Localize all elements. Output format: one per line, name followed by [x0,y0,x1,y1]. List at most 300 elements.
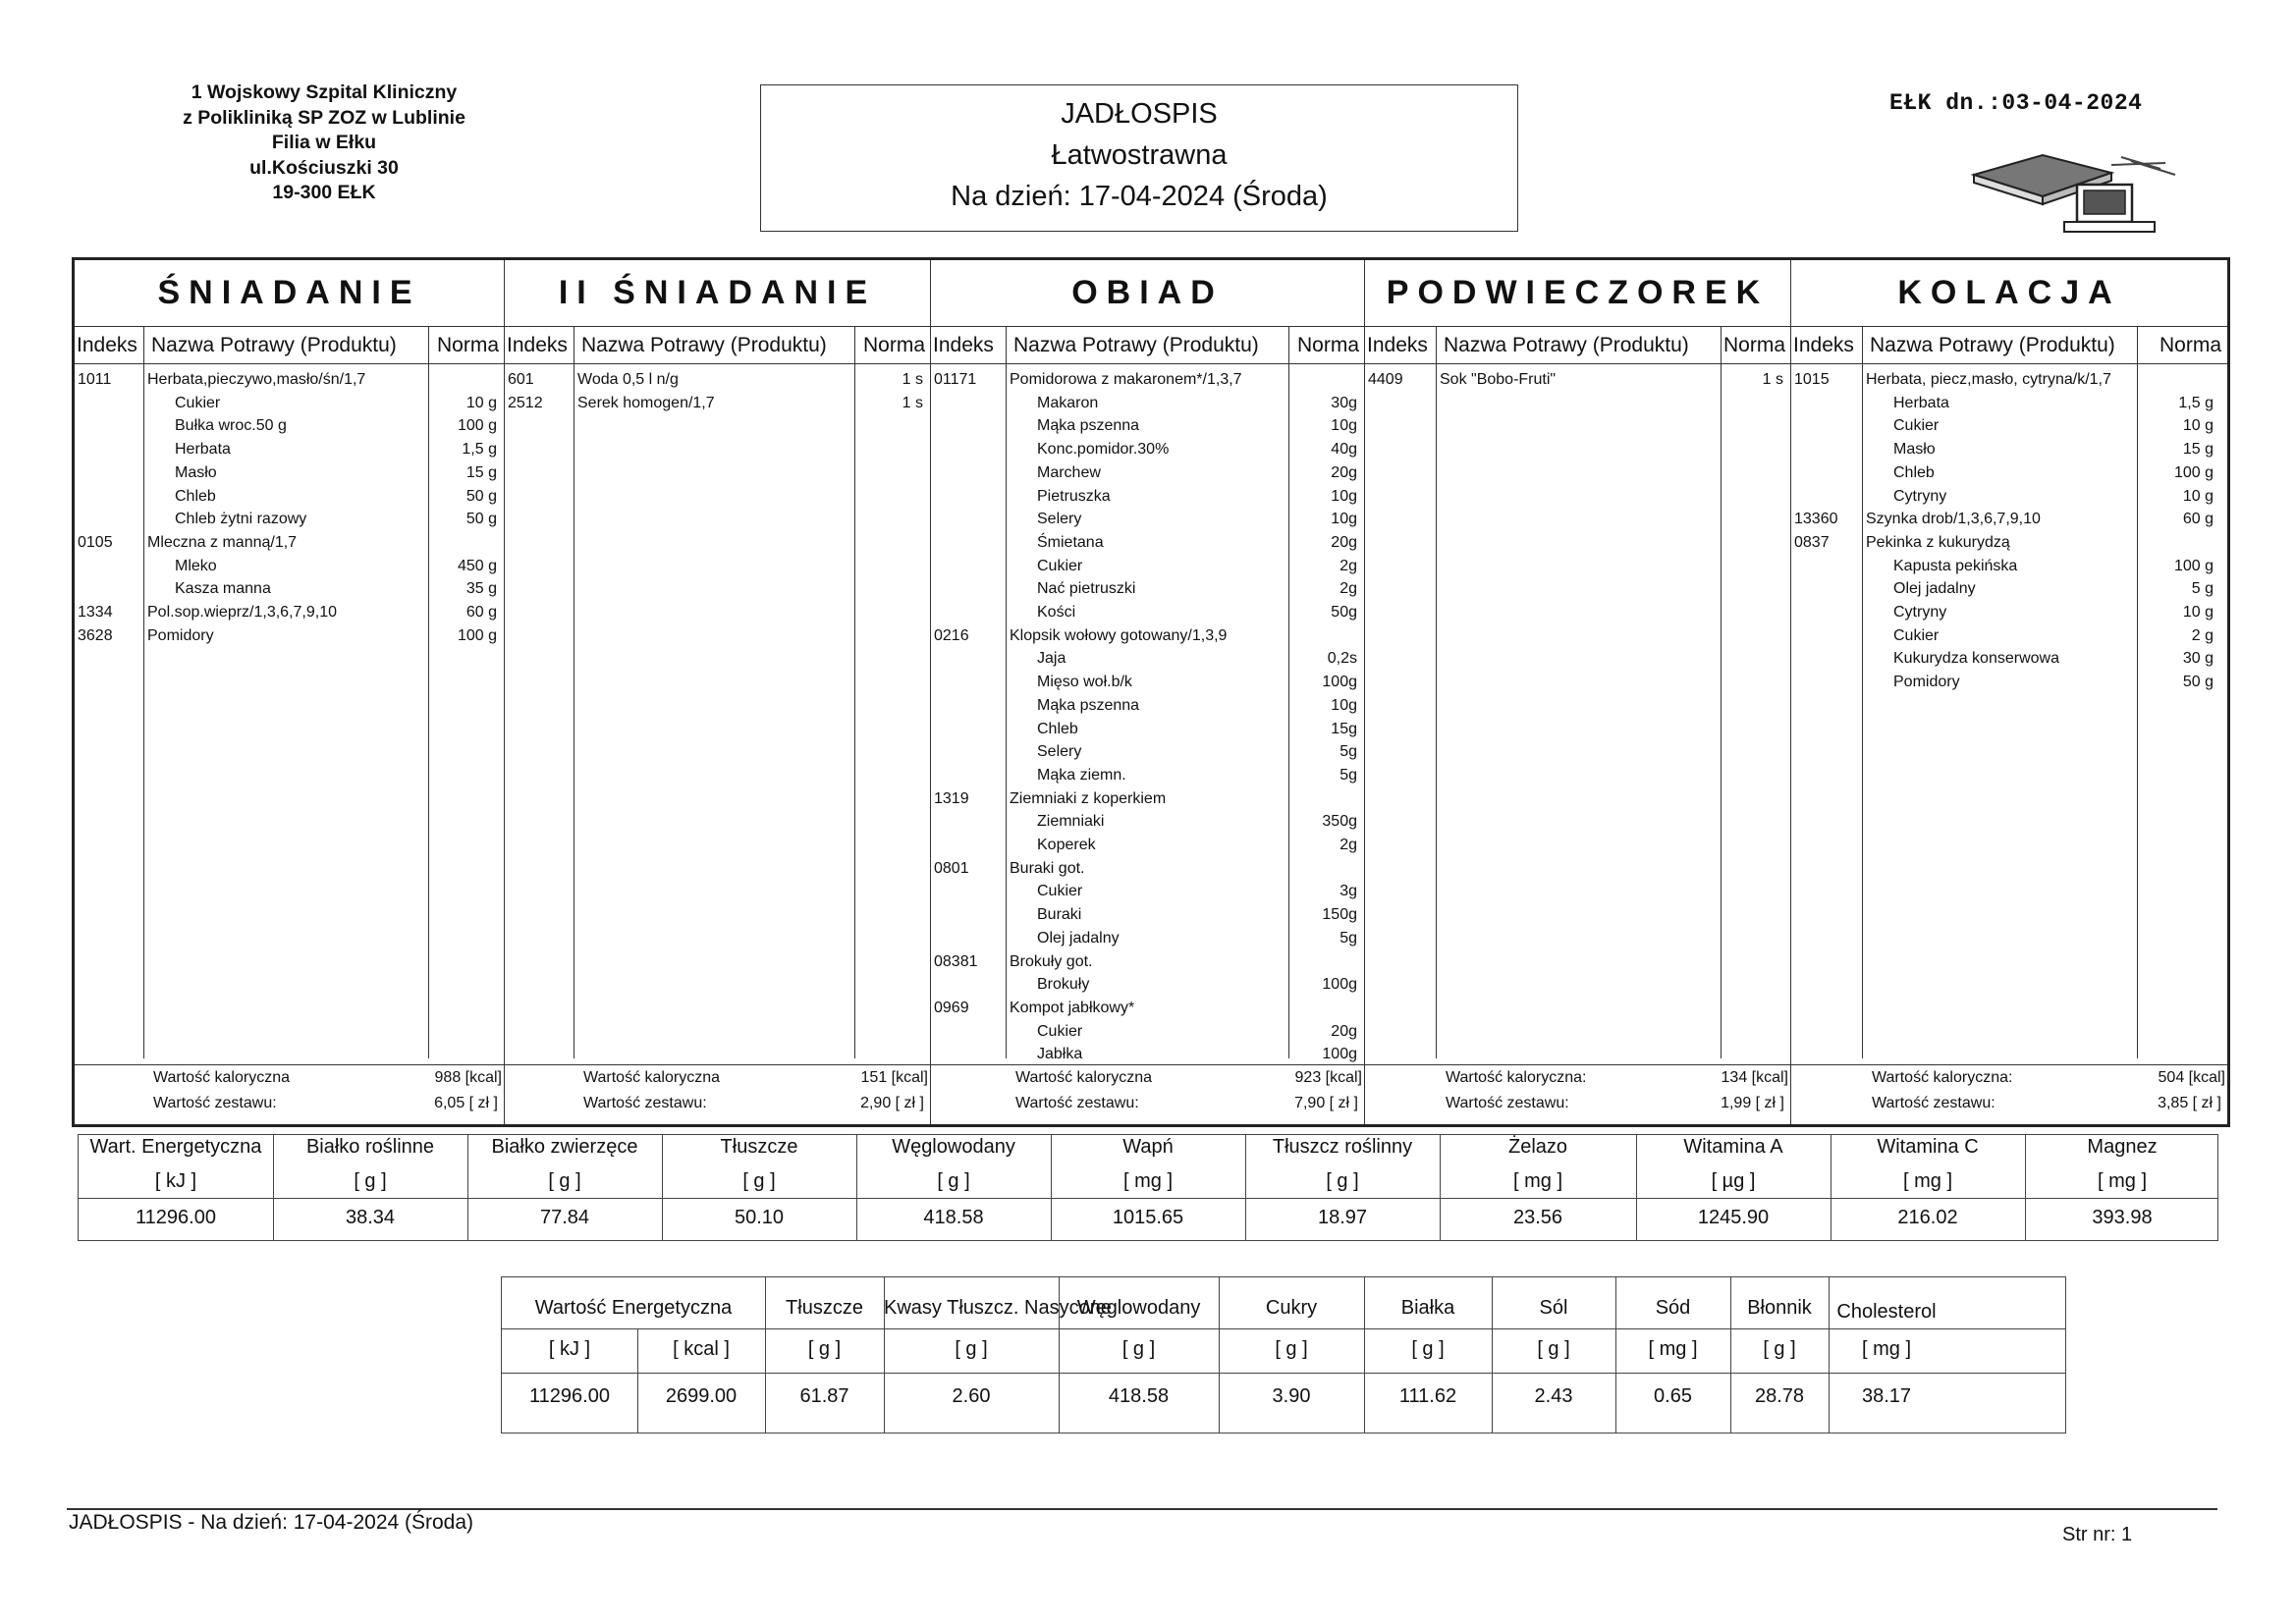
item-norm: 50g [1331,604,1357,621]
column-divider [1829,1277,1830,1433]
totals-divider [1791,1064,2227,1065]
item-norm: 3g [1339,883,1357,900]
nutrient-unit: [ kJ ] [154,1170,197,1192]
nutrient-value: 18.97 [1317,1207,1368,1228]
summary-nutrient-value: 2699.00 [665,1385,738,1407]
menu-item-row [75,438,505,461]
nutrient-name: Białko zwierzęce [491,1136,638,1158]
hospital-line: 1 Wojskowy Szpital Kliniczny [191,81,458,103]
menu-item-row [931,927,1365,950]
item-name: Herbata [1893,394,1949,411]
summary-nutrient-name: Węglowodany [1076,1297,1201,1319]
column-divider [856,1135,857,1240]
nutrient-value: 393.98 [2092,1207,2153,1228]
column-divider [1219,1277,1220,1433]
item-name: Cukier [1893,626,1940,644]
item-name: Cukier [1037,883,1083,900]
title-box [760,84,1518,232]
menu-item-row [75,601,505,624]
menu-item-row [75,508,505,531]
item-name: Koperek [1037,837,1096,853]
item-name: Olej jadalny [1037,929,1120,947]
column-header-row [75,327,505,364]
item-name: Kompot jabłkowy* [1010,999,1135,1016]
menu-item-row [931,694,1365,718]
item-name: Chleb [175,487,216,505]
column-header-row [1365,327,1791,364]
item-name: Klopsik wołowy gotowany/1,3,9 [1010,626,1228,644]
index-header: Indeks [77,334,137,356]
meal-title: ŚNIADANIE [75,260,504,327]
item-norm: 10g [1331,487,1357,505]
norm-header: Norma [2159,334,2221,356]
menu-item-row [1791,577,2227,601]
meal-column-1 [75,260,505,1124]
item-name: Buraki got. [1010,859,1085,877]
item-index: 1011 [78,371,112,388]
summary-nutrient-name: Tłuszcze [786,1297,863,1319]
kcal-value: 988 [kcal] [434,1069,502,1086]
item-index: 1015 [1794,371,1830,388]
footer-title: JADŁOSPIS - Na dzień: 17-04-2024 (Środa) [69,1511,474,1534]
hospital-line: Filia w Ełku [271,132,377,153]
summary-nutrient-value: 111.62 [1398,1385,1457,1407]
column-divider [1059,1277,1060,1433]
meal-title: KOLACJA [1791,260,2227,327]
column-divider [1492,1277,1493,1433]
menu-item-row [931,718,1365,741]
item-norm: 50 g [465,487,497,505]
item-index: 01171 [934,371,977,388]
name-header: Nazwa Potrawy (Produktu) [151,334,397,356]
menu-item-row [75,531,505,555]
item-norm: 50 g [465,511,497,528]
nutrient-value: 38.34 [345,1207,396,1228]
item-name: Ziemniaki z koperkiem [1010,789,1167,807]
menu-item-row [931,764,1365,787]
column-divider [637,1328,638,1433]
item-name: Chleb [1893,463,1935,481]
diet-name: Łatwostrawna [1051,139,1228,171]
item-norm: 2g [1339,557,1357,574]
menu-item-row [931,997,1365,1020]
item-name: Cytryny [1893,604,1947,621]
menu-item-row [1791,392,2227,415]
item-index: 1334 [78,604,113,621]
item-name: Woda 0,5 l n/g [577,371,679,388]
nutrient-unit: [ mg ] [1122,1170,1173,1192]
nutrient-unit: [ mg ] [1512,1170,1562,1192]
document-title: JADŁOSPIS [1061,98,1218,130]
item-name: Herbata, piecz,masło, cytryna/k/1,7 [1866,371,2111,388]
item-norm: 10g [1331,417,1357,435]
index-header: Indeks [933,334,994,356]
item-name: Kości [1037,604,1076,621]
hospital-line: z Polikliniką SP ZOZ w Lublinie [183,106,465,129]
item-name: Kukurydza konserwowa [1893,650,2059,668]
meal-column-2 [505,260,931,1124]
menu-item-row [75,577,505,601]
totals-divider [1365,1064,1790,1065]
kcal-label: Wartość kaloryczna: [1872,1069,2013,1086]
column-divider [1615,1277,1616,1433]
item-name: Cukier [1037,1022,1083,1040]
summary-nutrient-value: 0.65 [1654,1385,1692,1407]
totals-divider [931,1064,1364,1065]
menu-item-row [1791,601,2227,624]
item-index: 601 [508,371,534,388]
hospital-address [118,81,530,206]
menu-item-row [931,601,1365,624]
totals-divider [75,1064,504,1065]
cost-value: 1,99 [ zł ] [1721,1095,1784,1111]
menu-item-row [931,857,1365,881]
item-name: Nać pietruszki [1037,580,1136,598]
kcal-label: Wartość kaloryczna: [1446,1069,1587,1086]
norm-column-divider [854,327,855,1058]
footer-divider [67,1508,2217,1510]
index-header: Indeks [1367,334,1428,356]
norm-header: Norma [862,334,925,356]
column-divider [1364,1277,1365,1433]
item-name: Bułka wroc.50 g [175,417,287,435]
item-index: 13360 [1794,511,1838,528]
page-number: Str nr: 1 [2062,1524,2133,1545]
item-norm: 60 g [465,604,497,621]
item-name: Cukier [175,394,221,411]
row-divider [502,1328,2065,1329]
menu-item-row [75,414,505,438]
item-norm: 2g [1339,837,1357,853]
menu-item-row [505,368,931,392]
nutrient-name: Magnez [2087,1136,2158,1158]
kcal-value: 151 [kcal] [860,1069,928,1086]
summary-nutrient-unit: [ kJ ] [548,1338,591,1360]
book-computer-logo-icon [1964,135,2190,234]
menu-item-row [75,555,505,578]
item-norm: 1 s [902,371,923,388]
summary-nutrient-value: 28.78 [1754,1385,1805,1407]
cost-label: Wartość zestawu: [1446,1095,1569,1111]
nutrient-unit: [ g ] [742,1170,776,1192]
item-norm: 100g [1322,1046,1357,1063]
menu-item-row [75,368,505,392]
summary-nutrient-unit: [ g ] [807,1338,842,1360]
item-index: 0216 [934,626,969,644]
kcal-label: Wartość kaloryczna [583,1069,720,1086]
item-norm: 10g [1331,696,1357,714]
item-norm: 100 g [2173,557,2214,574]
kcal-label: Wartość kaloryczna [1015,1069,1152,1086]
column-divider [467,1135,468,1240]
column-divider [2025,1135,2026,1240]
menu-item-row [931,973,1365,997]
index-header: Indeks [507,334,568,356]
summary-nutrient-value: 38.17 [1861,1385,1912,1407]
cost-value: 3,85 [ zł ] [2158,1095,2221,1111]
menu-item-row [75,392,505,415]
name-header: Nazwa Potrawy (Produktu) [1870,334,2115,356]
item-name: Chleb [1037,720,1078,737]
item-norm: 10 g [465,394,497,411]
summary-nutrient-value: 2.43 [1534,1385,1573,1407]
item-name: Selery [1037,511,1082,528]
summary-nutrient-value: 3.90 [1272,1385,1311,1407]
norm-column-divider [1721,327,1722,1058]
menu-item-row [931,555,1365,578]
menu-item-row [931,1043,1365,1066]
item-norm: 10 g [2182,417,2214,435]
item-norm: 100 g [457,626,497,644]
index-column-divider [1436,327,1437,1058]
menu-item-row [931,671,1365,694]
nutrient-name: Witamina C [1877,1136,1979,1158]
nutrient-name: Białko roślinne [305,1136,435,1158]
cost-label: Wartość zestawu: [583,1095,707,1111]
nutrient-unit: [ mg ] [2097,1170,2147,1192]
menu-item-row [931,787,1365,811]
item-norm: 5g [1339,743,1357,761]
name-header: Nazwa Potrawy (Produktu) [1444,334,1689,356]
meal-column-5 [1791,260,2227,1124]
nutrient-value: 11296.00 [136,1207,216,1228]
meal-column-3 [931,260,1365,1124]
name-header: Nazwa Potrawy (Produktu) [1013,334,1259,356]
nutrition-summary-table [501,1276,2066,1434]
item-index: 0105 [78,533,113,551]
item-name: Konc.pomidor.30% [1037,441,1170,459]
item-norm: 1,5 g [462,441,497,459]
item-norm: 5g [1339,766,1357,784]
item-norm: 1,5 g [2178,394,2214,411]
menu-item-row [931,834,1365,857]
item-name: Herbata,pieczywo,masło/śn/1,7 [147,371,366,388]
norm-header: Norma [1722,334,1785,356]
menu-item-row [931,368,1365,392]
item-norm: 20g [1331,463,1357,481]
menu-item-row [75,485,505,509]
item-name: Pomidorowa z makaronem*/1,3,7 [1010,371,1242,388]
item-norm: 10g [1331,511,1357,528]
cost-value: 6,05 [ zł ] [434,1095,498,1111]
item-name: Szynka drob/1,3,6,7,9,10 [1866,511,2041,528]
item-norm: 5 g [2191,580,2214,598]
menu-item-row [75,624,505,648]
item-norm: 35 g [465,580,497,598]
summary-nutrient-unit: [ g ] [955,1338,988,1360]
item-norm: 150g [1322,906,1357,924]
nutrient-name: Wart. Energetyczna [89,1136,262,1158]
menu-item-row [1791,624,2227,648]
nutrient-unit: [ µg ] [1711,1170,1756,1192]
item-norm: 1 s [1762,371,1783,388]
item-name: Pekinka z kukurydzą [1866,533,2010,551]
menu-item-row [1791,555,2227,578]
menu-item-row [931,414,1365,438]
item-name: Kapusta pekińska [1893,557,2018,574]
item-name: Brokuły [1037,976,1090,994]
item-name: Herbata [175,441,231,459]
column-divider [1245,1135,1246,1240]
nutrient-name: Żelazo [1507,1136,1568,1158]
item-name: Mąka pszenna [1037,696,1140,714]
item-name: Mięso woł.b/k [1037,674,1132,691]
item-name: Pietruszka [1037,487,1111,505]
item-index: 3628 [78,626,113,644]
name-header: Nazwa Potrawy (Produktu) [581,334,827,356]
item-name: Cukier [1037,557,1083,574]
summary-nutrient-unit: [ g ] [1411,1338,1445,1360]
item-name: Kasza manna [175,580,271,598]
item-norm: 10 g [2182,487,2214,505]
meal-column-4 [1365,260,1791,1124]
item-norm: 40g [1331,441,1357,459]
summary-nutrient-unit: [ kcal ] [673,1338,730,1360]
summary-nutrient-name: Kwasy Tłuszcz. Nasycone [884,1297,1112,1319]
meal-title: II ŚNIADANIE [505,260,930,327]
menu-item-row [931,508,1365,531]
nutrition-values-table [78,1134,2218,1241]
menu-item-row [931,647,1365,671]
column-divider [884,1277,885,1433]
nutrient-value: 23.56 [1512,1207,1563,1228]
summary-nutrient-unit: [ g ] [1121,1338,1156,1360]
cost-label: Wartość zestawu: [1872,1095,1995,1111]
menu-item-row [1791,531,2227,555]
item-norm: 2 g [2191,626,2214,644]
summary-nutrient-value: 2.60 [952,1385,991,1407]
column-divider [662,1135,663,1240]
item-norm: 15 g [465,463,497,481]
summary-nutrient-name: Sól [1539,1297,1568,1319]
hospital-line: 19-300 EŁK [272,182,376,203]
menu-item-row [1791,414,2227,438]
item-name: Marchew [1037,463,1101,481]
nutrient-name: Witamina A [1683,1136,1783,1158]
item-norm: 60 g [2182,511,2214,528]
menu-item-row [931,392,1365,415]
summary-nutrient-name: Błonnik [1747,1297,1812,1319]
item-name: Pomidory [147,626,214,644]
norm-header: Norma [1296,334,1359,356]
cost-value: 7,90 [ zł ] [1294,1095,1358,1111]
item-index: 1319 [934,789,969,807]
nutrient-name: Węglowodany [892,1136,1015,1158]
item-name: Makaron [1037,394,1099,411]
nutrient-name: Wapń [1122,1136,1174,1158]
item-norm: 20g [1331,1022,1357,1040]
item-norm: 450 g [457,557,497,574]
item-name: Ziemniaki [1037,813,1105,831]
item-name: Olej jadalny [1893,580,1976,598]
menu-item-row [1791,461,2227,485]
energy-header: Wartość Energetyczna [534,1297,733,1319]
item-norm: 15g [1331,720,1357,737]
item-name: Masło [1893,441,1936,459]
item-name: Mleczna z manną/1,7 [147,533,298,551]
item-norm: 100g [1322,976,1357,994]
item-name: Selery [1037,743,1082,761]
item-name: Jabłka [1037,1046,1083,1063]
menu-item-row [1791,438,2227,461]
menu-item-row [931,880,1365,903]
item-norm: 10 g [2182,604,2214,621]
nutrient-unit: [ g ] [354,1170,387,1192]
item-name: Mąka pszenna [1037,417,1140,435]
summary-nutrient-unit: [ g ] [1763,1338,1796,1360]
item-name: Cukier [1893,417,1940,435]
nutrient-name: Tłuszcze [720,1136,798,1158]
item-name: Mąka ziemn. [1037,766,1126,784]
menu-item-row [931,577,1365,601]
menu-item-row [1791,508,2227,531]
nutrient-value: 50.10 [734,1207,785,1228]
index-header: Indeks [1793,334,1854,356]
nutrient-value: 216.02 [1897,1207,1958,1228]
item-norm: 20g [1331,533,1357,551]
menu-item-row [931,485,1365,509]
menu-item-row [931,810,1365,834]
item-index: 4409 [1368,371,1403,388]
item-name: Serek homogen/1,7 [577,394,715,411]
column-divider [765,1277,766,1433]
kcal-label: Wartość kaloryczna [153,1069,290,1086]
item-index: 08381 [934,952,978,970]
menu-item-row [931,903,1365,927]
nutrient-unit: [ g ] [548,1170,581,1192]
nutrient-value: 77.84 [539,1207,590,1228]
menu-item-row [931,1020,1365,1044]
summary-nutrient-name: Cukry [1265,1297,1318,1319]
summary-nutrient-value: 11296.00 [529,1385,610,1407]
item-norm: 30 g [2182,650,2214,668]
item-norm: 100 g [2173,463,2214,481]
kcal-value: 504 [kcal] [2158,1069,2225,1086]
menu-item-row [1791,671,2227,694]
summary-nutrient-unit: [ mg ] [1648,1338,1698,1360]
item-norm: 100 g [457,417,497,435]
item-norm: 2g [1339,580,1357,598]
menu-item-row [931,950,1365,974]
menu-item-row [1365,368,1791,392]
item-name: Pomidory [1893,674,1960,691]
item-norm: 30g [1331,394,1357,411]
menu-item-row [931,740,1365,764]
menu-item-row [931,531,1365,555]
column-header-row [931,327,1365,364]
menu-item-row [931,624,1365,648]
item-norm: 100g [1322,674,1357,691]
totals-divider [505,1064,930,1065]
row-divider [79,1198,2217,1199]
item-name: Śmietana [1037,533,1104,551]
meal-title: OBIAD [931,260,1364,327]
nutrient-unit: [ mg ] [1902,1170,1952,1192]
menu-item-row [931,461,1365,485]
nutrient-name: Tłuszcz roślinny [1272,1136,1413,1158]
item-index: 0969 [934,999,969,1016]
summary-nutrient-unit: [ g ] [1537,1338,1570,1360]
summary-nutrient-name: Cholesterol [1836,1301,1937,1323]
menu-item-row [931,438,1365,461]
item-norm: 15 g [2182,441,2214,459]
item-norm: 0,2s [1327,650,1357,668]
menu-item-row [75,461,505,485]
item-index: 2512 [508,394,543,411]
item-name: Mleko [175,557,217,574]
cost-label: Wartość zestawu: [153,1095,277,1111]
kcal-value: 134 [kcal] [1721,1069,1788,1086]
